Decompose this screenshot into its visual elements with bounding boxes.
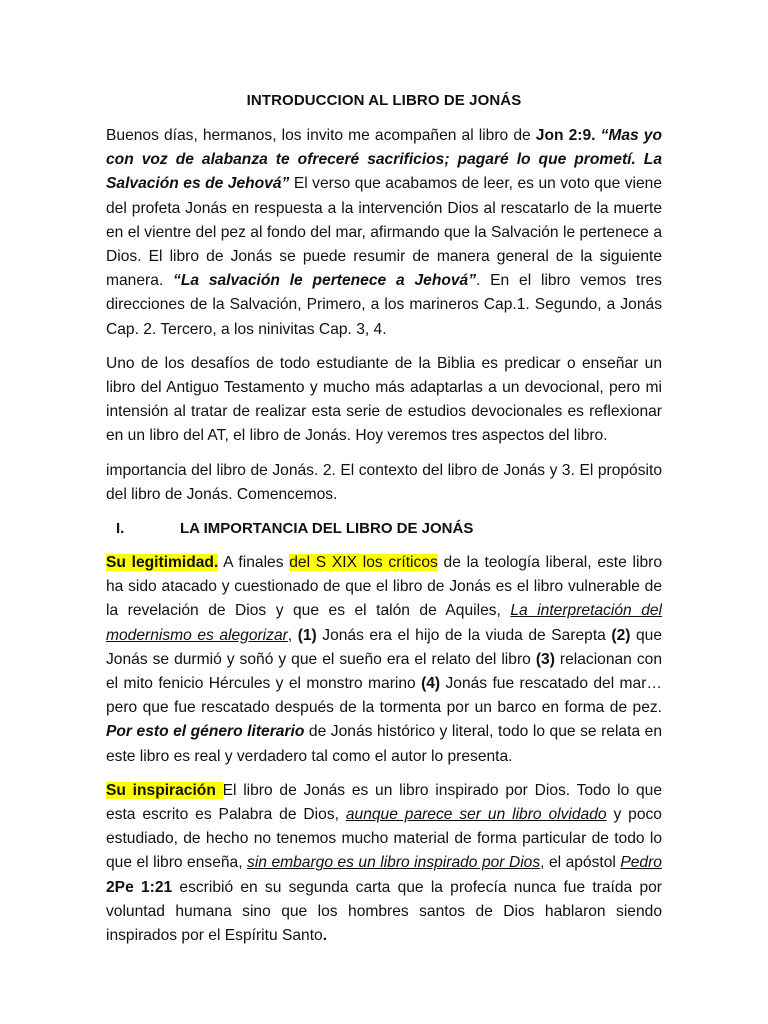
intro-text-2: El verso que acabamos de leer, es un voto que viene del profeta Jonás en respuesta a la intervención Dios al rescatarlo de la muerte en el vientre del pez al fondo del mar, afirmando que la Salvación le pertenece a Dios. El libro de Jonás se puede resumir de manera general de la siguiente manera. <box>106 175 662 290</box>
section-title: LA IMPORTANCIA DEL LIBRO DE JONÁS <box>180 520 474 538</box>
document-title: INTRODUCCION AL LIBRO DE JONÁS <box>246 92 522 109</box>
legitimidad-text-7: Jonás fue rescatado del mar… pero que fue rescatado después de la tormenta por un barco en forma de pez. <box>106 675 662 717</box>
legitimidad-text-4: Jonás era el hijo de la viuda de Sarepta <box>316 626 612 644</box>
section-heading <box>106 520 662 537</box>
comma: , <box>287 626 298 644</box>
point-4: (4) <box>421 675 441 693</box>
legitimidad-paragraph <box>106 551 662 769</box>
legitimidad-text-8: de Jonás histórico y literal, todo lo que se relata en este libro es real y verdadero tal como el autor lo presenta. <box>106 723 662 765</box>
legitimidad-text-5: que Jonás se durmió y soñó y que el sueño era el relato del libro <box>106 626 663 668</box>
inspiracion-label: Su inspiración <box>106 781 223 799</box>
pedro-name: Pedro <box>620 854 662 872</box>
third-paragraph: importancia del libro de Jonás. 2. El contexto del libro de Jonás y 3. El propósito del libro de Jonás. Comencemos. <box>106 461 662 503</box>
legitimidad-text-1: A finales <box>218 554 290 572</box>
point-2: (2) <box>611 626 631 644</box>
legitimidad-text-2: de la teología liberal, este libro ha sido atacado y cuestionado de que el libro de Jonás es el libro vulnerable de la revelación de Dios y que es el talón de Aquiles, <box>106 554 662 620</box>
highlighted-critics: del S XIX los críticos <box>289 554 438 572</box>
final-period: . <box>322 927 328 945</box>
inspiracion-text-4: escribió en su segunda carta que la profecía nunca fue traída por voluntad humana sino que los hombres santos de Dios hablaron siendo inspirados por el Espíritu Santo <box>106 878 662 945</box>
legitimidad-label: Su legitimidad. <box>106 554 219 572</box>
point-3: (3) <box>535 650 555 668</box>
literary-genre-phrase: Por esto el género literario <box>106 723 305 741</box>
inspired-book-phrase: sin embargo es un libro inspirado por Dios <box>247 854 541 872</box>
bible-reference: Jon 2:9. <box>535 127 596 144</box>
intro-text-3: . En el libro vemos tres direcciones de la Salvación, Primero, a los marineros Cap.1. Segundo, a Jonás Cap. 2. Tercero, a los ninivitas Cap. 3, 4. <box>106 272 662 338</box>
point-1: (1) <box>297 626 317 644</box>
intro-paragraph <box>106 124 662 342</box>
modernism-phrase: La interpretación del modernismo es alegorizar <box>106 602 662 644</box>
intro-text-1: Buenos días, hermanos, los invito me acompañen al libro de <box>106 127 536 144</box>
inspiracion-text-3: , el apóstol <box>540 854 621 872</box>
section-number: I. <box>116 520 125 538</box>
second-paragraph: Uno de los desafíos de todo estudiante de la Biblia es predicar o enseñar un libro del Antiguo Testamento y mucho más adaptarlas a un devocional, pero mi intensión al tratar de realizar esta serie de estudios devocionales es reflexionar en un libro del AT, el libro de Jonás. Hoy veremos tres aspectos del libro. <box>106 354 662 445</box>
pedro-reference: 2Pe 1:21 <box>106 878 173 896</box>
inspiracion-paragraph <box>106 779 662 948</box>
forgotten-book-phrase: aunque parece ser un libro olvidado <box>345 806 607 824</box>
inspiracion-text-2: y poco estudiado, de hecho no tenemos mucho material de forma particular de todo lo que el libro enseña, <box>106 806 662 872</box>
legitimidad-text-6: relacionan con el mito fenicio Hércules y el monstro marino <box>106 650 662 693</box>
inspiracion-text-1: El libro de Jonás es un libro inspirado por Dios. Todo lo que esta escrito es Palabra de Dios, <box>106 781 663 824</box>
bible-quote: “Mas yo con voz de alabanza te ofreceré sacrificios; pagaré lo que prometí. La Salvación es de Jehová” <box>106 127 663 193</box>
salvation-quote: “La salvación le pertenece a Jehová” <box>173 272 477 290</box>
